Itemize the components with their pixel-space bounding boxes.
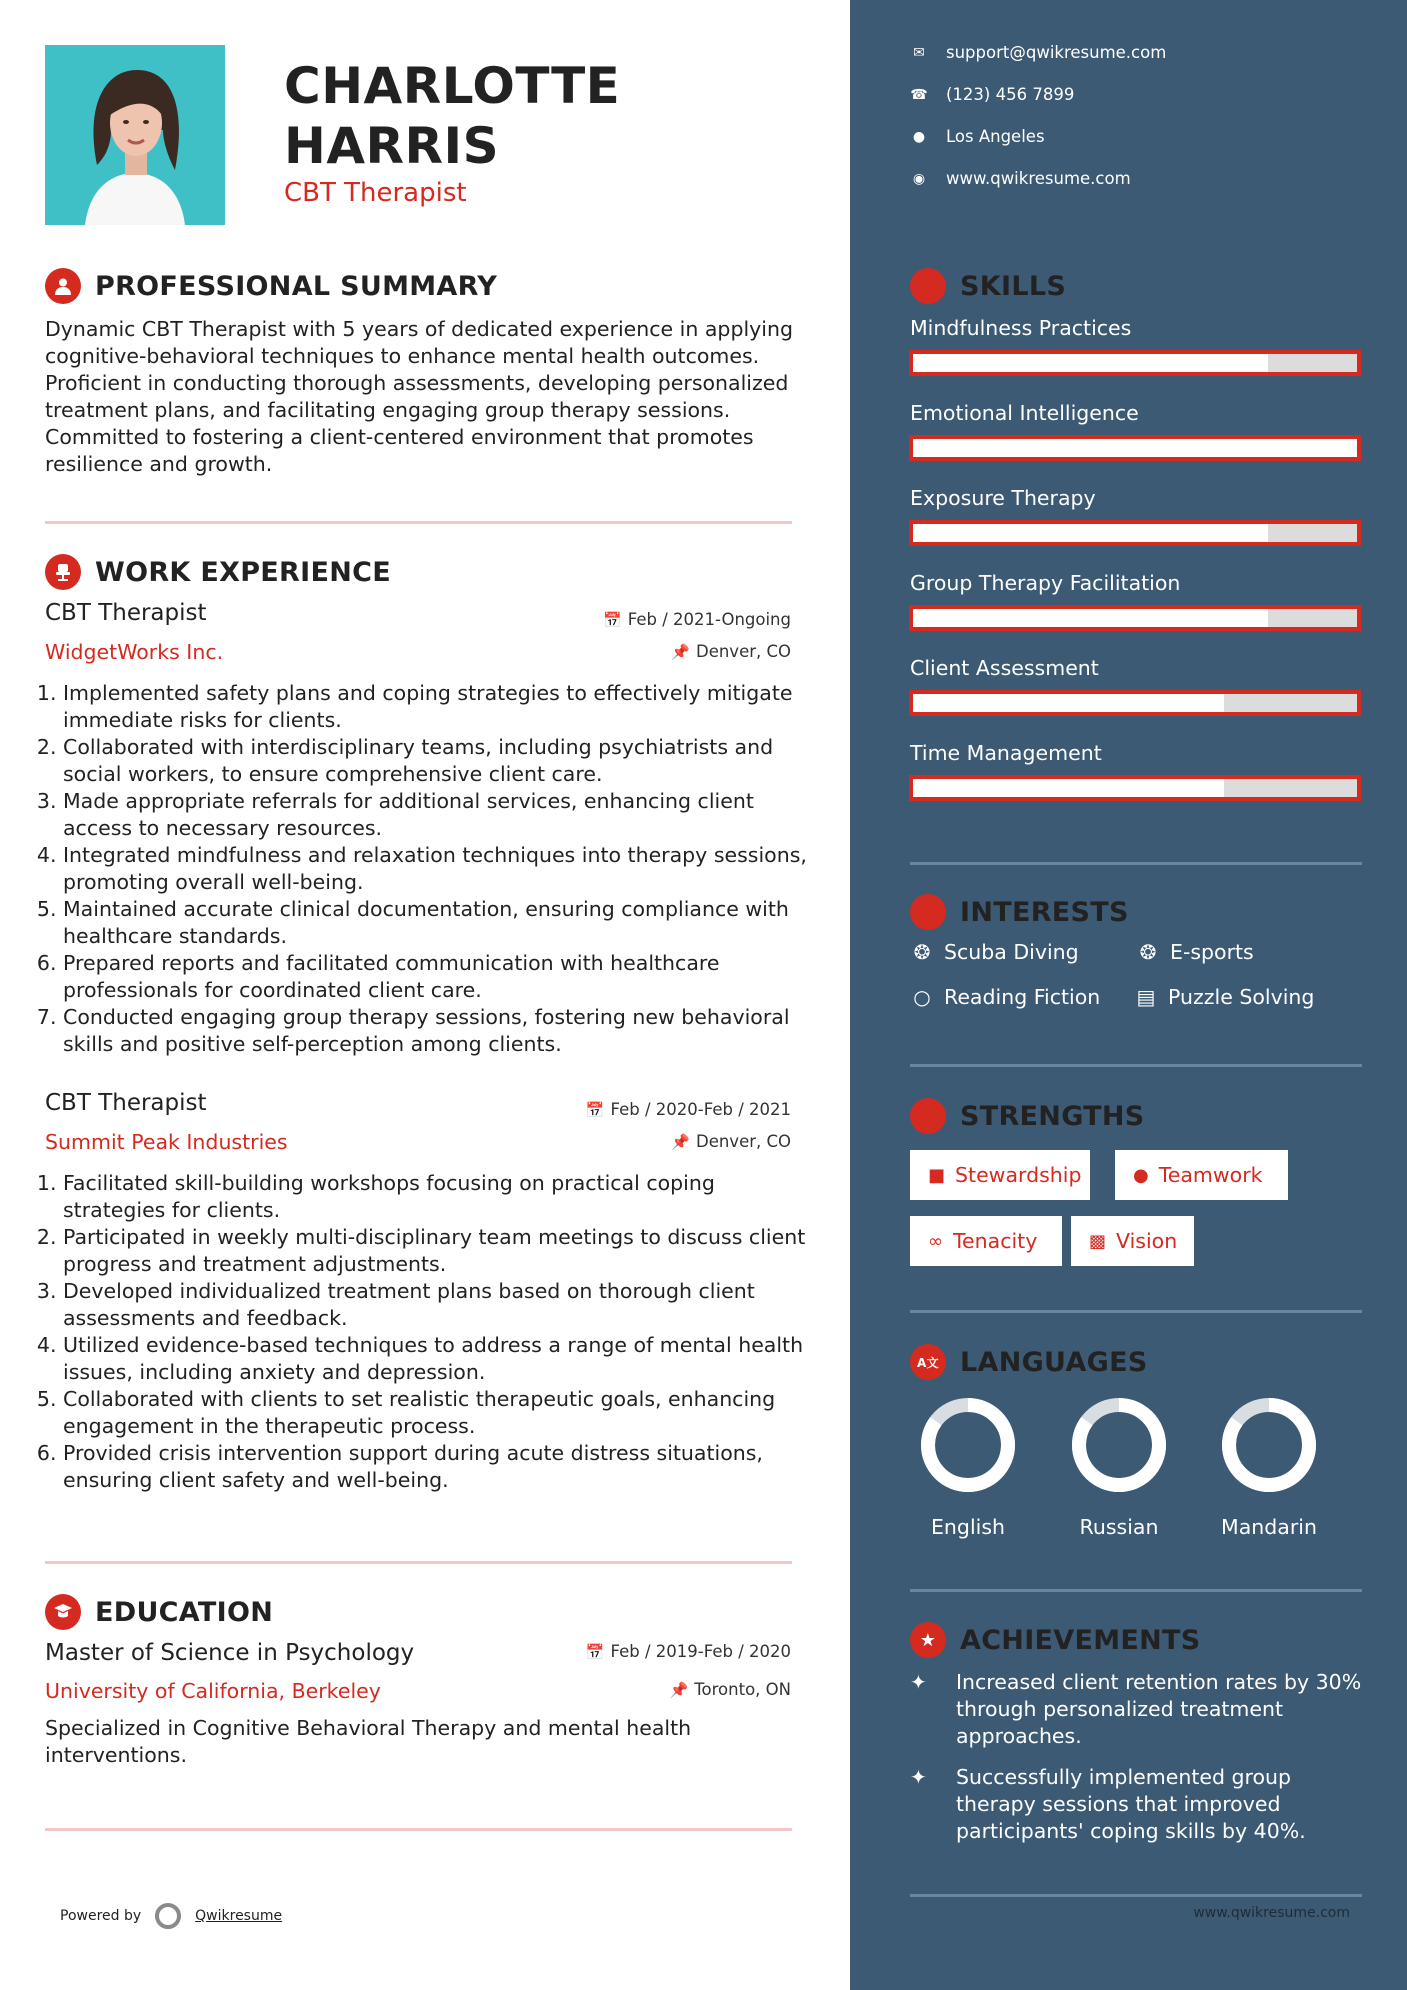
footer-url[interactable]: www.qwikresume.com (1193, 1905, 1350, 1921)
list-item: 6. Provided crisis intervention support during acute distress situations, ensuring client safety and well-being. (63, 1440, 823, 1494)
skill-bar (909, 520, 1361, 546)
job-bullets (35, 1170, 823, 1494)
skill-bar-fill (913, 354, 1268, 372)
language-name: English (930, 1515, 1006, 1539)
star-icon: ✦ (910, 1765, 927, 1789)
star-badge-icon: ★ (910, 1622, 946, 1658)
list-item: 3. Developed individualized treatment plans based on thorough client assessments and feedback. (63, 1278, 823, 1332)
briefcase-icon: ■ (928, 1164, 946, 1186)
skill-bar-fill (913, 609, 1268, 627)
sidebar-divider (910, 1894, 1362, 1897)
pin-icon: 📌 (671, 1133, 690, 1151)
sidebar-divider (910, 1310, 1362, 1313)
language-ring (913, 1395, 1023, 1495)
list-item: 1. Implemented safety plans and coping strategies to effectively mitigate immediate risks for clients. (63, 680, 823, 734)
skill-bar-fill (913, 694, 1224, 712)
list-item: 7. Conducted engaging group therapy sessions, fostering new behavioral skills and positive self-perception among clients. (63, 1004, 823, 1058)
link-icon: ∞ (928, 1230, 943, 1252)
achievements-heading (910, 1622, 1201, 1658)
skill-bar-fill (913, 524, 1268, 542)
summary-heading-label: PROFESSIONAL SUMMARY (95, 270, 498, 302)
language-item (1214, 1395, 1324, 1539)
list-item: 2. Participated in weekly multi-disciplinary team meetings to discuss client progress and treatment adjustments. (63, 1224, 823, 1278)
name-last: HARRIS (284, 117, 500, 175)
skill-bar (909, 435, 1361, 461)
interest-item (1134, 985, 1314, 1009)
job-dates-text: Feb / 2021-Ongoing (627, 610, 791, 629)
strength-label: Tenacity (953, 1229, 1038, 1253)
translate-icon: A文 (910, 1344, 946, 1380)
chair-icon (45, 554, 81, 590)
user-icon (45, 268, 81, 304)
skills-heading (910, 268, 1066, 304)
candidate-name (284, 56, 620, 176)
education-heading (45, 1594, 273, 1630)
gamepad-icon: ○ (913, 985, 931, 1009)
strength-tag (1115, 1150, 1288, 1200)
language-name: Mandarin (1221, 1515, 1317, 1539)
achievement-item (910, 1669, 1370, 1750)
section-divider (45, 521, 792, 524)
globe-icon: ◉ (912, 170, 926, 187)
job-dates-text: Feb / 2020-Feb / 2021 (610, 1100, 791, 1119)
languages-heading (910, 1344, 1148, 1380)
strength-label: Vision (1116, 1229, 1178, 1253)
interest-item (910, 985, 1100, 1009)
contact-phone (910, 85, 1074, 104)
skill-label: Emotional Intelligence (910, 401, 1139, 425)
skill-bar (909, 605, 1361, 631)
skill-label: Mindfulness Practices (910, 316, 1132, 340)
calendar-icon: 📅 (585, 1101, 605, 1119)
education-location (670, 1680, 791, 1699)
strength-tag (910, 1150, 1090, 1200)
job-dates (586, 1100, 791, 1119)
calendar-icon: 📅 (585, 1643, 605, 1661)
contact-website[interactable] (910, 169, 1131, 188)
job-location-text: Denver, CO (695, 1132, 791, 1151)
list-item: 5. Maintained accurate clinical documentation, ensuring compliance with healthcare standards. (63, 896, 823, 950)
skill-bar (909, 350, 1361, 376)
sidebar-divider (910, 1064, 1362, 1067)
contact-website-text: www.qwikresume.com (946, 169, 1131, 188)
interest-label: Puzzle Solving (1168, 985, 1315, 1009)
fist-icon (910, 1098, 946, 1134)
school: University of California, Berkeley (45, 1679, 381, 1703)
envelope-icon: ✉ (913, 44, 925, 61)
lightbulb-icon (910, 268, 946, 304)
education-dates (586, 1642, 791, 1661)
contact-location (910, 127, 1045, 146)
sidebar-divider (910, 862, 1362, 865)
contact-email-text: support@qwikresume.com (946, 43, 1167, 62)
job-title: CBT Therapist (45, 1090, 207, 1116)
strengths-heading-label: STRENGTHS (960, 1100, 1145, 1132)
list-item: 4. Utilized evidence-based techniques to address a range of mental health issues, including anxiety and depression. (63, 1332, 823, 1386)
skill-bar (909, 775, 1361, 801)
summary-text: Dynamic CBT Therapist with 5 years of dedicated experience in applying cognitive-behavioral techniques to enhance mental health outcomes. Proficient in conducting thorough assessments, developing personalized treatment plans, and facilitating engaging group therapy sessions. Committed to fostering a client-centered environment that promotes resilience and growth. (45, 317, 793, 476)
skill-bar-fill (913, 779, 1224, 797)
language-ring (1214, 1395, 1324, 1495)
achievement-text: Successfully implemented group therapy sessions that improved participants' coping skills by 40%. (956, 1765, 1306, 1843)
job-location (671, 1132, 791, 1151)
achievements-heading-label: ACHIEVEMENTS (960, 1624, 1201, 1656)
strengths-heading (910, 1098, 1145, 1134)
skill-label: Group Therapy Facilitation (910, 571, 1181, 595)
contact-phone-text: (123) 456 7899 (946, 85, 1075, 104)
skill-label: Exposure Therapy (910, 486, 1096, 510)
sidebar-divider (910, 1589, 1362, 1592)
list-item: 4. Integrated mindfulness and relaxation techniques into therapy sessions, promoting overall well-being. (63, 842, 823, 896)
language-name: Russian (1079, 1515, 1159, 1539)
education-dates-text: Feb / 2019-Feb / 2020 (610, 1642, 791, 1661)
book-icon: ▤ (1136, 985, 1156, 1009)
job-company: WidgetWorks Inc. (45, 640, 224, 664)
map-pin-icon: ● (912, 128, 926, 145)
binoculars-icon: ▩ (1089, 1230, 1107, 1252)
skill-label: Client Assessment (910, 656, 1099, 680)
strength-tag (1071, 1216, 1194, 1266)
section-divider (45, 1828, 792, 1831)
star-icon: ✦ (910, 1670, 927, 1694)
list-item: 2. Collaborated with interdisciplinary teams, including psychiatrists and social workers, to ensure comprehensive client care. (63, 734, 823, 788)
job-location (671, 642, 791, 661)
strength-label: Stewardship (955, 1163, 1082, 1187)
interests-heading (910, 894, 1129, 930)
interests-heading-label: INTERESTS (960, 896, 1129, 928)
interest-item (1136, 940, 1254, 964)
skill-bar-fill (913, 439, 1357, 457)
skills-heading-label: SKILLS (960, 270, 1067, 302)
skill-bar (909, 690, 1361, 716)
contact-email[interactable] (910, 43, 1166, 62)
qwikresume-logo-icon (155, 1903, 181, 1929)
graduate-icon (45, 1594, 81, 1630)
paper-plane-icon (910, 894, 946, 930)
users-icon: ● (1133, 1164, 1149, 1186)
candidate-title: CBT Therapist (284, 178, 467, 208)
languages-heading-label: LANGUAGES (960, 1346, 1148, 1378)
section-divider (45, 1561, 792, 1564)
experience-heading-label: WORK EXPERIENCE (95, 556, 391, 588)
list-item: 3. Made appropriate referrals for additional services, enhancing client access to necessary resources. (63, 788, 823, 842)
calendar-icon: 📅 (603, 611, 622, 629)
list-item: 1. Facilitated skill-building workshops focusing on practical coping strategies for clients. (63, 1170, 823, 1224)
job-dates (603, 610, 791, 629)
powered-by (60, 1903, 282, 1929)
language-ring (1064, 1395, 1174, 1495)
education-description: Specialized in Cognitive Behavioral Therapy and mental health interventions. (45, 1716, 692, 1767)
interest-item (910, 940, 1079, 964)
experience-heading (45, 554, 391, 590)
pin-icon: 📌 (669, 1681, 689, 1699)
degree: Master of Science in Psychology (45, 1640, 415, 1666)
job-location-text: Denver, CO (695, 642, 791, 661)
achievement-item (910, 1764, 1370, 1845)
list-item: 6. Prepared reports and facilitated communication with healthcare professionals for coordinated client care. (63, 950, 823, 1004)
education-heading-label: EDUCATION (95, 1596, 274, 1628)
skill-label: Time Management (910, 741, 1102, 765)
pin-icon: 📌 (671, 643, 690, 661)
job-company: Summit Peak Industries (45, 1130, 288, 1154)
interest-label: Reading Fiction (944, 985, 1101, 1009)
interest-label: E-sports (1170, 940, 1254, 964)
life-ring-icon: ❂ (1139, 940, 1157, 964)
powered-label: Powered by (60, 1908, 142, 1924)
language-item (913, 1395, 1023, 1539)
strength-label: Teamwork (1158, 1163, 1263, 1187)
contact-location-text: Los Angeles (946, 127, 1045, 146)
education-location-text: Toronto, ON (694, 1680, 791, 1699)
name-first: CHARLOTTE (284, 57, 621, 115)
brand-link[interactable]: Qwikresume (195, 1908, 283, 1924)
interest-label: Scuba Diving (944, 940, 1079, 964)
summary-heading (45, 268, 497, 304)
phone-icon: ☎ (910, 86, 928, 103)
job-bullets (35, 680, 823, 1058)
language-item (1064, 1395, 1174, 1539)
strength-tag (910, 1216, 1062, 1266)
achievement-text: Increased client retention rates by 30% through personalized treatment approaches. (956, 1670, 1362, 1748)
life-ring-icon: ❂ (913, 940, 931, 964)
job-title: CBT Therapist (45, 600, 207, 626)
profile-photo (45, 45, 225, 225)
list-item: 5. Collaborated with clients to set realistic therapeutic goals, enhancing engagement in the therapeutic process. (63, 1386, 823, 1440)
